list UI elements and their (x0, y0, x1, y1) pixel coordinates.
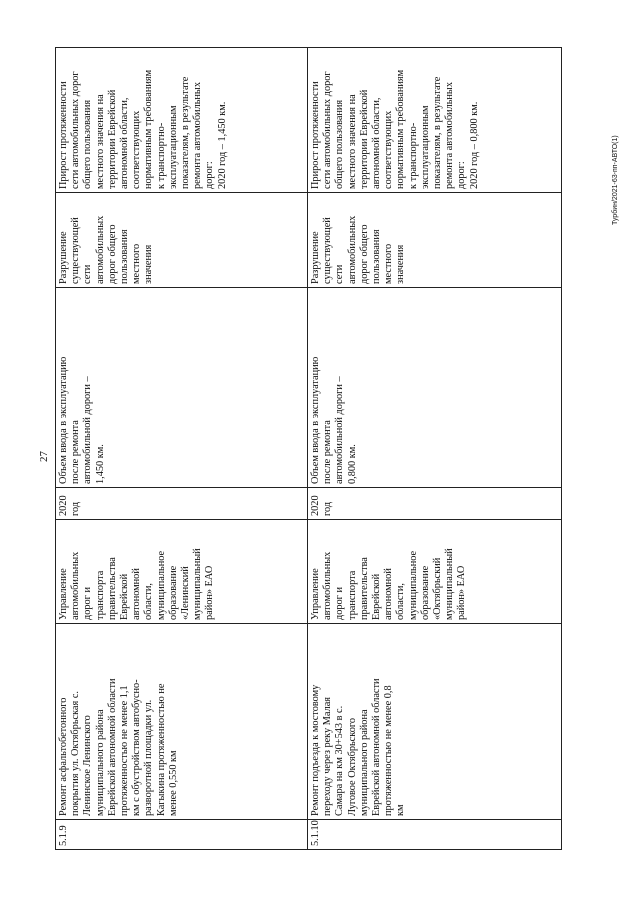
footer-doc-id: Турбин/2021-63-пп-АВТО(1) (612, 135, 619, 225)
row-number: 5.1.10 (308, 820, 562, 850)
target-indicator: Прирост протяженности сети автомобильных дорог общего пользования местного значения на территории Еврейской автономной области, соответствующих нормативным требованиям к транспортно- эксплуатационным показателям, в результате ремонта автомобильных дорог: 2020 год – 0,800 км. (308, 48, 562, 193)
target-indicator: Прирост протяженности сети автомобильных дорог общего пользования местного значения на территории Еврейской автономной области, соответствующих нормативным требованиям к транспортно- эксплуатационным показателям, в результате ремонта автомобильных дорог: 2020 год – 1,450 км. (56, 48, 308, 193)
implementation-year: 2020 год (308, 488, 562, 520)
executor: Управление автомобильных дорог и транспорта правительства Еврейской автономной области, муниципальное образование «Октябрьский муниципальный район» ЕАО (308, 520, 562, 624)
row-number: 5.1.9 (56, 820, 308, 850)
expected-result: Объем ввода в эксплуатацию после ремонта автомобильной дороги – 1,450 км. (56, 288, 308, 488)
expected-result: Объем ввода в эксплуатацию после ремонта автомобильной дороги – 0,800 км. (308, 288, 562, 488)
program-measures-table (55, 47, 562, 850)
executor: Управление автомобильных дорог и транспорта правительства Еврейской автономной области, муниципальное образование «Ленинский муниципальный район» ЕАО (56, 520, 308, 624)
table-row (308, 48, 562, 850)
page-number: 27 (38, 451, 50, 462)
rotated-page-content (55, 48, 561, 850)
measure-name: Ремонт асфальтобетонного покрытия ул. Октябрьская с. Ленинское Ленинского муниципального района Еврейской автономной области протяженностью не менее 1,1 км с обустройством автобусно- разворотной площадки ул. Кагыкина протяженностью не менее 0,550 км (56, 624, 308, 820)
risk-consequence: Разрушение существующей сети автомобильных дорог общего пользования местного значения (308, 193, 562, 288)
risk-consequence: Разрушение существующей сети автомобильных дорог общего пользования местного значения (56, 193, 308, 288)
implementation-year: 2020 год (56, 488, 308, 520)
table-row (56, 48, 308, 850)
measure-name: Ремонт подъезда к мостовому переходу через реку Малая Самара на км 30+543 в с. Луговое Октябрьского муниципального района Еврейской автономной области протяженностью не менее 0,8 км (308, 624, 562, 820)
